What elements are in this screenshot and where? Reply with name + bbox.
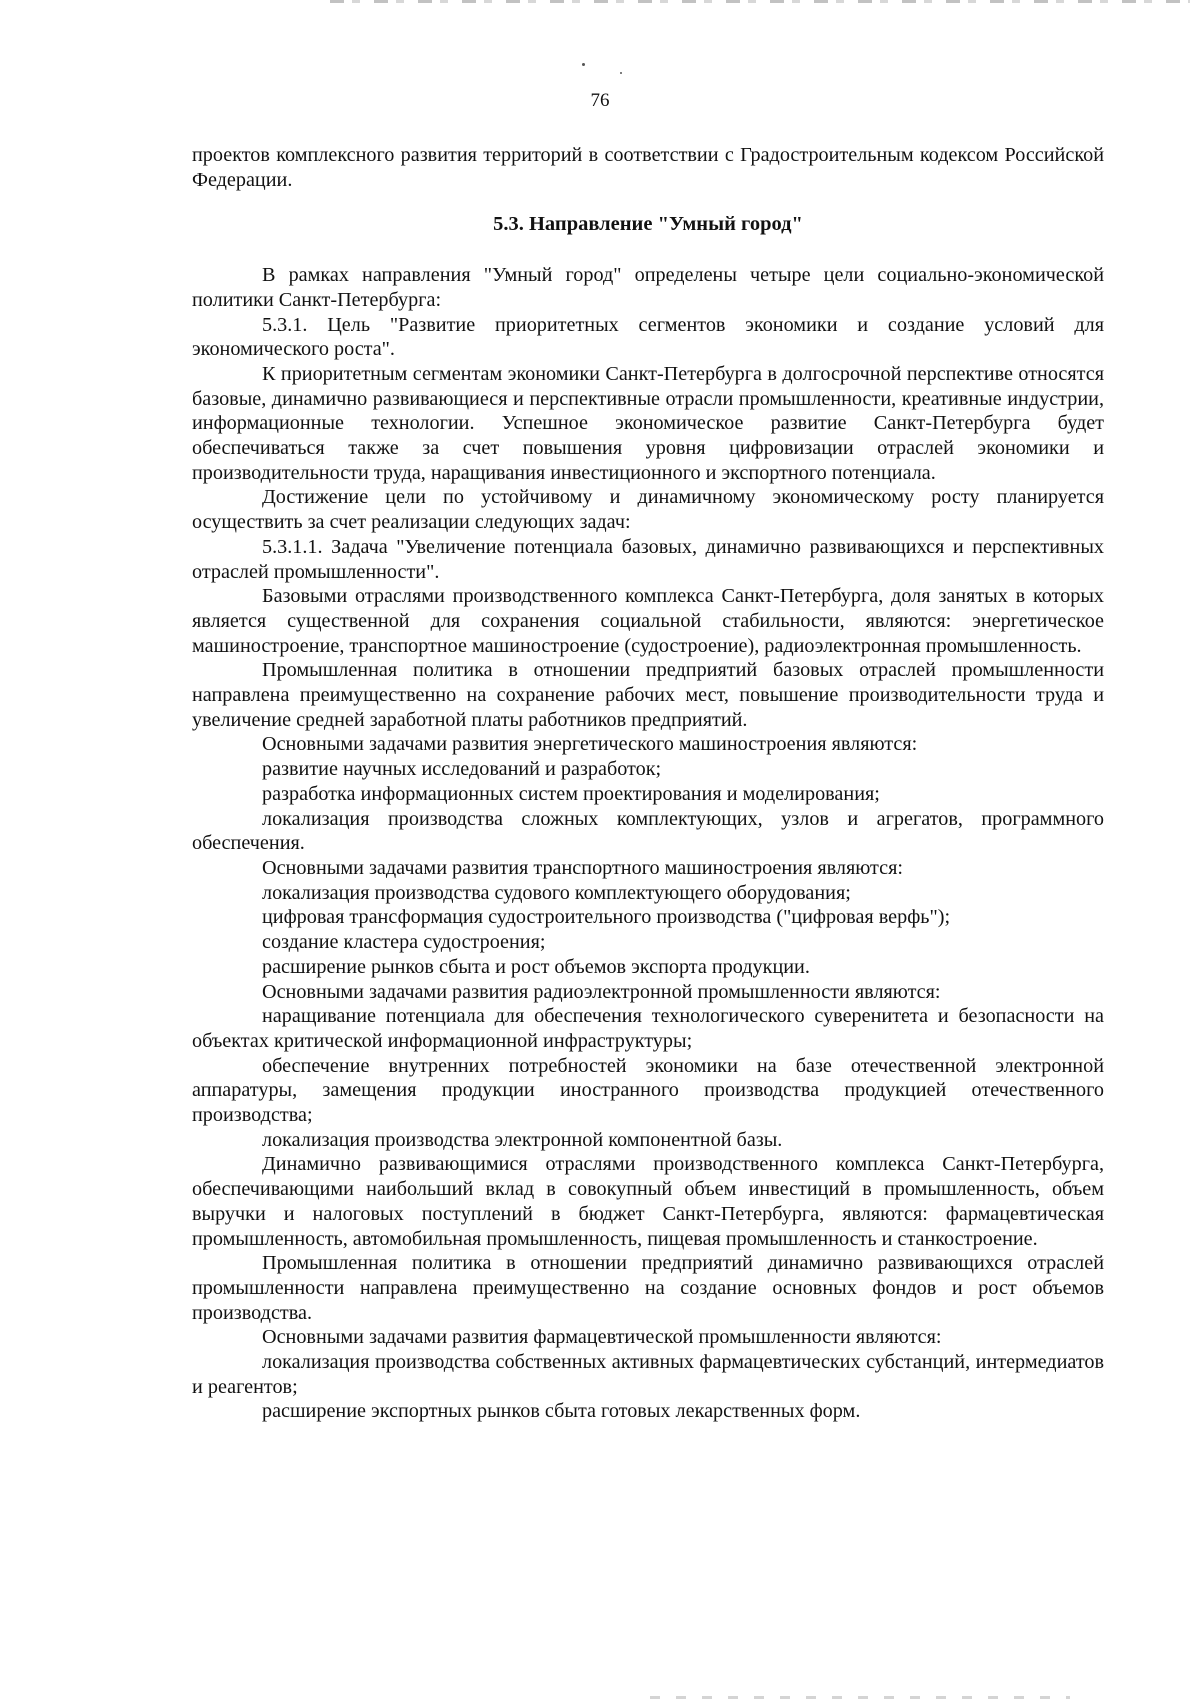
list-item: расширение экспортных рынков сбыта готовых лекарственных форм. [262, 1400, 861, 1423]
list-item: обеспечение внутренних потребностей экономики на базе отечественной электронной аппаратуры, замещения продукции иностранного производства продукцией отечественного производства; [192, 1054, 1104, 1127]
paragraph: Основными задачами развития транспортного машиностроения являются: [262, 856, 903, 879]
paragraph: Промышленная политика в отношении предприятий динамично развивающихся отраслей промышленности направлена преимущественно на создание основных фондов и рост объемов производства. [192, 1252, 1104, 1324]
page-number: 76 [590, 90, 610, 111]
list-item: развитие научных исследований и разработок; [262, 758, 662, 781]
list-item: локализация производства электронной компонентной базы. [262, 1128, 783, 1151]
list-item: локализация производства сложных комплектующих, узлов и агрегатов, программного обеспечения. [192, 807, 1104, 855]
paragraph: 5.3.1.1. Задача "Увеличение потенциала базовых, динамично развивающихся и перспективных отраслей промышленности". [192, 535, 1104, 583]
list-item: наращивание потенциала для обеспечения технологического суверенитета и безопасности на объектах критической информационной инфраструктуры; [192, 1005, 1104, 1052]
paragraph: Динамично развивающимися отраслями производственного комплекса Санкт-Петербурга, обеспечивающими наибольший вклад в совокупный объем инвестиций в промышленность, объем выручки и налоговых поступлений в бюджет Санкт-Петербурга, являются: фармацевтическая промышленность, автомобильная промышленность, пищевая промышленность и станкостроение. [192, 1153, 1104, 1250]
list-item: разработка информационных систем проектирования и моделирования; [262, 782, 880, 805]
paragraph: проектов комплексного развития территорий в соответствии с Градостроительным кодексом Российской Федерации. [192, 144, 1104, 191]
paragraph: Базовыми отраслями производственного комплекса Санкт-Петербурга, доля занятых в которых является существенной для сохранения социальной стабильности, являются: энергетическое машиностроение, транспортное машиностроение (судостроение), радиоэлектронная промышленность. [192, 585, 1104, 657]
paragraph: Достижение цели по устойчивому и динамичному экономическому росту планируется осуществить за счет реализации следующих задач: [192, 486, 1104, 534]
paragraph: Основными задачами развития энергетического машиностроения являются: [262, 733, 918, 756]
list-item: расширение рынков сбыта и рост объемов экспорта продукции. [262, 955, 810, 978]
list-item: создание кластера судостроения; [262, 931, 546, 954]
paragraph: Промышленная политика в отношении предприятий базовых отраслей промышленности направлена преимущественно на сохранение рабочих мест, повышение производительности труда и увеличение средней заработной платы работников предприятий. [192, 659, 1104, 731]
paragraph: В рамках направления "Умный город" определены четыре цели социально-экономической политики Санкт-Петербурга: [192, 264, 1104, 311]
scan-bottom-edge [650, 1696, 1070, 1699]
list-item: локализация производства собственных активных фармацевтических субстанций, интермедиатов и реагентов; [192, 1351, 1104, 1398]
paragraph: 5.3.1. Цель "Развитие приоритетных сегментов экономики и создание условий для экономического роста". [192, 313, 1104, 361]
document-body [192, 143, 1104, 1424]
scan-speck [620, 72, 622, 74]
list-item: цифровая трансформация судостроительного производства ("цифровая верфь"); [262, 906, 951, 929]
paragraph: Основными задачами развития радиоэлектронной промышленности являются: [262, 980, 941, 1003]
section-heading: 5.3. Направление "Умный город" [493, 213, 803, 236]
scan-top-edge [330, 0, 1190, 3]
list-item: локализация производства судового комплектующего оборудования; [262, 881, 851, 904]
paragraph: К приоритетным сегментам экономики Санкт-Петербурга в долгосрочной перспективе относятся базовые, динамично развивающиеся и перспективные отрасли промышленности, креативные индустрии, информационные технологии. Успешное экономическое развитие Санкт-Петербурга будет обеспечиваться также за счет повышения уровня цифровизации отраслей экономики и производительности труда, наращивания инвестиционного и экспортного потенциала. [192, 362, 1104, 484]
scan-speck [582, 63, 585, 66]
paragraph: Основными задачами развития фармацевтической промышленности являются: [262, 1326, 942, 1349]
